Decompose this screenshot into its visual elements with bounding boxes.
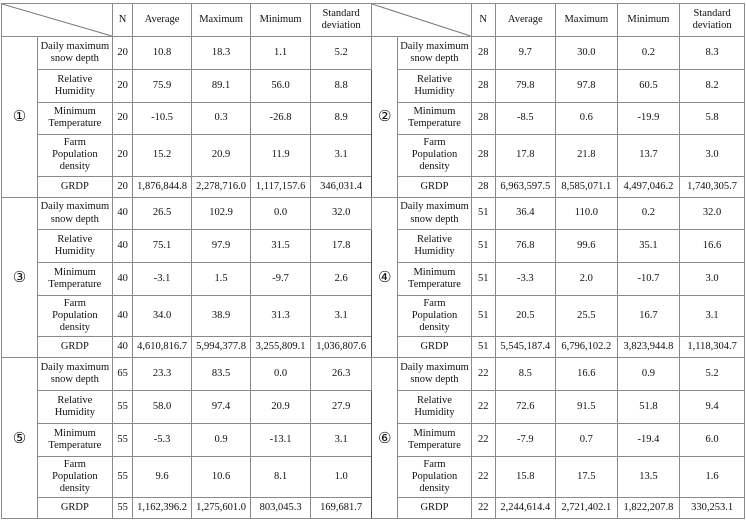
header-maximum: Maximum [191, 4, 251, 37]
header-standard-deviation [310, 4, 372, 37]
minimum-cell: 803,045.3 [251, 497, 311, 518]
variable-label-line1: Daily maximum [400, 362, 469, 374]
table-row [2, 197, 745, 230]
n-cell: 22 [471, 456, 495, 497]
maximum-cell: 8,585,071.1 [556, 176, 618, 197]
table-row [2, 358, 745, 391]
variable-label-cell [37, 423, 112, 456]
group-marker-left: ③ [2, 197, 38, 358]
variable-label-line2: Temperature [408, 118, 461, 130]
minimum-cell: -19.9 [617, 102, 680, 135]
variable-label-line2: Temperature [408, 439, 461, 451]
maximum-cell: 0.6 [556, 102, 618, 135]
n-cell: 55 [112, 423, 133, 456]
average-cell: 4,610,816.7 [133, 337, 191, 358]
average-cell: -10.5 [133, 102, 191, 135]
n-cell: 65 [112, 358, 133, 391]
variable-label-line2: snow depth [50, 213, 99, 225]
variable-label-cell [37, 197, 112, 230]
variable-label-line1: GRDP [60, 501, 89, 513]
variable-label-cell [37, 337, 112, 358]
maximum-cell: 2,721,402.1 [556, 497, 618, 518]
maximum-cell: 20.9 [191, 135, 251, 176]
std-cell: 5.2 [680, 358, 745, 391]
header-std-line2: deviation [692, 20, 732, 31]
variable-label-cell [398, 263, 472, 296]
diagonal-corner-cell [372, 4, 472, 37]
n-cell: 22 [471, 497, 495, 518]
maximum-cell: 97.9 [191, 230, 251, 263]
variable-label-cell [37, 69, 112, 102]
variable-label-line2: density [59, 161, 91, 173]
variable-label-line1: Daily maximum [40, 201, 110, 213]
maximum-cell: 110.0 [556, 197, 618, 230]
average-cell: 76.8 [495, 230, 556, 263]
variable-label-cell [398, 337, 472, 358]
n-cell: 55 [112, 497, 133, 518]
n-cell: 40 [112, 230, 133, 263]
variable-label-cell [398, 358, 472, 391]
variable-label-cell [398, 230, 472, 263]
header-row [2, 4, 745, 37]
variable-label-line1: Farm Population [52, 297, 98, 321]
maximum-cell: 38.9 [191, 295, 251, 336]
n-cell: 20 [112, 69, 133, 102]
average-cell: -5.3 [133, 423, 191, 456]
header-maximum: Maximum [556, 4, 618, 37]
n-cell: 40 [112, 197, 133, 230]
variable-label-cell [37, 135, 112, 176]
std-cell: 16.6 [680, 230, 745, 263]
std-cell: 8.3 [680, 37, 745, 70]
std-cell: 346,031.4 [310, 176, 372, 197]
std-cell: 27.9 [310, 391, 372, 424]
variable-label-line2: Temperature [408, 279, 461, 290]
maximum-cell: 2,278,716.0 [191, 176, 251, 197]
diagonal-line [372, 4, 471, 36]
average-cell: 2,244,614.4 [495, 497, 556, 518]
minimum-cell: 0.0 [251, 197, 311, 230]
variable-label-line2: density [419, 161, 450, 173]
variable-label-line1: Relative [57, 234, 93, 246]
maximum-cell: 89.1 [191, 69, 251, 102]
variable-label-line2: snow depth [50, 374, 99, 386]
minimum-cell: 0.0 [251, 358, 311, 391]
variable-label-cell [37, 176, 112, 197]
variable-label-line1: Daily maximum [40, 362, 110, 374]
variable-label-cell [37, 358, 112, 391]
header-std-line1: Standard [322, 7, 360, 19]
variable-label-line1: Minimum [413, 266, 456, 278]
std-cell: 9.4 [680, 391, 745, 424]
n-cell: 51 [471, 295, 495, 336]
variable-label-line1: Daily maximum [400, 201, 469, 213]
n-cell: 28 [471, 102, 495, 135]
minimum-cell: 0.9 [617, 358, 680, 391]
variable-label-cell [398, 37, 472, 70]
variable-label-line1: Farm Population [411, 137, 458, 161]
minimum-cell: -19.4 [617, 423, 680, 456]
variable-label-line2: Temperature [48, 279, 102, 290]
n-cell: 20 [112, 135, 133, 176]
variable-label-line1: Minimum [53, 106, 96, 118]
std-cell: 1.6 [680, 456, 745, 497]
average-cell: -7.9 [495, 423, 556, 456]
n-cell: 20 [112, 102, 133, 135]
average-cell: 1,162,396.2 [133, 497, 191, 518]
variable-label-line2: Humidity [54, 406, 95, 418]
average-cell: 6,963,597.5 [495, 176, 556, 197]
header-minimum: Minimum [251, 4, 311, 37]
table-row [2, 37, 745, 70]
maximum-cell: 17.5 [556, 456, 618, 497]
header-std-line2: deviation [321, 20, 361, 31]
minimum-cell: 35.1 [617, 230, 680, 263]
minimum-cell: 3,255,809.1 [251, 337, 311, 358]
average-cell: 9.6 [133, 456, 191, 497]
std-cell: 5.8 [680, 102, 745, 135]
n-cell: 51 [471, 337, 495, 358]
n-cell: 22 [471, 358, 495, 391]
variable-label-line2: density [59, 482, 91, 494]
minimum-cell: 13.5 [617, 456, 680, 497]
variable-label-cell [398, 176, 472, 197]
std-cell: 1.0 [310, 456, 372, 497]
std-cell: 3.0 [680, 263, 745, 296]
variable-label-line1: Farm Population [411, 297, 458, 321]
n-cell: 22 [471, 391, 495, 424]
std-cell: 1,118,304.7 [680, 337, 745, 358]
maximum-cell: 21.8 [556, 135, 618, 176]
minimum-cell: 1.1 [251, 37, 311, 70]
minimum-cell: 8.1 [251, 456, 311, 497]
n-cell: 28 [471, 37, 495, 70]
std-cell: 17.8 [310, 230, 372, 263]
group-marker-right: ④ [372, 197, 398, 358]
variable-label-line2: Humidity [414, 85, 455, 97]
minimum-cell: 16.7 [617, 295, 680, 336]
minimum-cell: 0.2 [617, 197, 680, 230]
maximum-cell: 0.7 [556, 423, 618, 456]
variable-label-line1: Minimum [53, 266, 96, 278]
average-cell: 58.0 [133, 391, 191, 424]
n-cell: 28 [471, 135, 495, 176]
minimum-cell: -26.8 [251, 102, 311, 135]
minimum-cell: 0.2 [617, 37, 680, 70]
variable-label-line1: Daily maximum [400, 40, 469, 52]
n-cell: 40 [112, 337, 133, 358]
variable-label-cell [398, 102, 472, 135]
minimum-cell: -10.7 [617, 263, 680, 296]
variable-label-line2: density [419, 322, 450, 334]
maximum-cell: 97.4 [191, 391, 251, 424]
group-marker-right: ② [372, 37, 398, 198]
variable-label-line1: Daily maximum [40, 40, 110, 52]
average-cell: -3.3 [495, 263, 556, 296]
average-cell: 15.8 [495, 456, 556, 497]
average-cell: 72.6 [495, 391, 556, 424]
variable-label-line2: density [419, 482, 450, 494]
n-cell: 20 [112, 37, 133, 70]
std-cell: 8.8 [310, 69, 372, 102]
group-marker-right: ⑥ [372, 358, 398, 519]
average-cell: 17.8 [495, 135, 556, 176]
minimum-cell: 11.9 [251, 135, 311, 176]
maximum-cell: 30.0 [556, 37, 618, 70]
variable-label-cell [37, 37, 112, 70]
minimum-cell: 13.7 [617, 135, 680, 176]
header-std-line1: Standard [693, 7, 731, 19]
variable-label-line1: Relative [57, 394, 93, 406]
minimum-cell: 31.5 [251, 230, 311, 263]
average-cell: 1,876,844.8 [133, 176, 191, 197]
n-cell: 55 [112, 456, 133, 497]
maximum-cell: 2.0 [556, 263, 618, 296]
std-cell: 3.1 [310, 423, 372, 456]
maximum-cell: 25.5 [556, 295, 618, 336]
n-cell: 51 [471, 263, 495, 296]
maximum-cell: 1,275,601.0 [191, 497, 251, 518]
minimum-cell: 60.5 [617, 69, 680, 102]
variable-label-line1: GRDP [420, 180, 449, 192]
variable-label-line1: Relative [416, 73, 452, 85]
std-cell: 3.1 [680, 295, 745, 336]
minimum-cell: 4,497,046.2 [617, 176, 680, 197]
std-cell: 5.2 [310, 37, 372, 70]
variable-label-line2: snow depth [410, 213, 459, 225]
diagonal-corner-cell [2, 4, 113, 37]
variable-label-cell [37, 295, 112, 336]
std-cell: 1,036,807.6 [310, 337, 372, 358]
std-cell: 32.0 [680, 197, 745, 230]
average-cell: 15.2 [133, 135, 191, 176]
n-cell: 51 [471, 197, 495, 230]
variable-label-cell [37, 391, 112, 424]
statistics-table [1, 3, 745, 519]
minimum-cell: 51.8 [617, 391, 680, 424]
std-cell: 3.1 [310, 135, 372, 176]
n-cell: 28 [471, 69, 495, 102]
average-cell: 26.5 [133, 197, 191, 230]
variable-label-line1: GRDP [60, 180, 89, 192]
maximum-cell: 102.9 [191, 197, 251, 230]
std-cell: 2.6 [310, 263, 372, 296]
maximum-cell: 16.6 [556, 358, 618, 391]
variable-label-line1: Relative [416, 394, 452, 406]
minimum-cell: 56.0 [251, 69, 311, 102]
std-cell: 330,253.1 [680, 497, 745, 518]
minimum-cell: 3,823,944.8 [617, 337, 680, 358]
variable-label-cell [398, 197, 472, 230]
maximum-cell: 6,796,102.2 [556, 337, 618, 358]
variable-label-line2: Humidity [54, 246, 95, 258]
maximum-cell: 97.8 [556, 69, 618, 102]
maximum-cell: 1.5 [191, 263, 251, 296]
variable-label-cell [398, 69, 472, 102]
average-cell: 79.8 [495, 69, 556, 102]
variable-label-line1: Minimum [53, 427, 96, 439]
minimum-cell: 1,117,157.6 [251, 176, 311, 197]
std-cell: 3.0 [680, 135, 745, 176]
minimum-cell: 1,822,207.8 [617, 497, 680, 518]
maximum-cell: 5,994,377.8 [191, 337, 251, 358]
minimum-cell: -13.1 [251, 423, 311, 456]
variable-label-line2: snow depth [410, 52, 459, 64]
variable-label-line1: GRDP [60, 341, 89, 353]
minimum-cell: 20.9 [251, 391, 311, 424]
n-cell: 40 [112, 295, 133, 336]
variable-label-cell [37, 230, 112, 263]
std-cell: 6.0 [680, 423, 745, 456]
variable-label-line2: snow depth [50, 52, 99, 64]
variable-label-line2: Humidity [54, 85, 95, 97]
group-marker-left: ⑤ [2, 358, 38, 519]
maximum-cell: 91.5 [556, 391, 618, 424]
header-n: N [112, 4, 133, 37]
average-cell: 23.3 [133, 358, 191, 391]
std-cell: 26.3 [310, 358, 372, 391]
variable-label-line2: Humidity [414, 246, 455, 258]
average-cell: -8.5 [495, 102, 556, 135]
variable-label-cell [37, 263, 112, 296]
maximum-cell: 0.3 [191, 102, 251, 135]
variable-label-cell [37, 497, 112, 518]
average-cell: 75.1 [133, 230, 191, 263]
header-minimum: Minimum [617, 4, 680, 37]
average-cell: 75.9 [133, 69, 191, 102]
average-cell: 9.7 [495, 37, 556, 70]
std-cell: 3.1 [310, 295, 372, 336]
variable-label-cell [398, 456, 472, 497]
variable-label-line1: Farm Population [411, 458, 458, 482]
std-cell: 169,681.7 [310, 497, 372, 518]
minimum-cell: 31.3 [251, 295, 311, 336]
variable-label-cell [398, 295, 472, 336]
variable-label-line1: GRDP [420, 501, 449, 513]
n-cell: 51 [471, 230, 495, 263]
n-cell: 22 [471, 423, 495, 456]
n-cell: 40 [112, 263, 133, 296]
n-cell: 28 [471, 176, 495, 197]
minimum-cell: -9.7 [251, 263, 311, 296]
variable-label-line1: Relative [57, 73, 93, 85]
maximum-cell: 10.6 [191, 456, 251, 497]
variable-label-cell [398, 391, 472, 424]
std-cell: 1,740,305.7 [680, 176, 745, 197]
average-cell: 8.5 [495, 358, 556, 391]
header-n: N [471, 4, 495, 37]
header-average: Average [495, 4, 556, 37]
maximum-cell: 18.3 [191, 37, 251, 70]
header-average: Average [133, 4, 191, 37]
average-cell: 20.5 [495, 295, 556, 336]
variable-label-line1: Farm Population [52, 137, 98, 161]
n-cell: 55 [112, 391, 133, 424]
average-cell: 5,545,187.4 [495, 337, 556, 358]
average-cell: 10.8 [133, 37, 191, 70]
variable-label-line2: density [59, 322, 91, 334]
variable-label-line2: snow depth [410, 374, 459, 386]
variable-label-line1: GRDP [420, 341, 449, 353]
variable-label-cell [398, 497, 472, 518]
variable-label-line1: Relative [416, 234, 452, 246]
variable-label-cell [37, 456, 112, 497]
std-cell: 32.0 [310, 197, 372, 230]
std-cell: 8.9 [310, 102, 372, 135]
variable-label-line2: Temperature [48, 118, 102, 130]
variable-label-cell [37, 102, 112, 135]
group-marker-left: ① [2, 37, 38, 198]
variable-label-line1: Minimum [413, 106, 456, 118]
diagonal-line [2, 4, 112, 36]
average-cell: 36.4 [495, 197, 556, 230]
average-cell: -3.1 [133, 263, 191, 296]
maximum-cell: 99.6 [556, 230, 618, 263]
variable-label-line2: Temperature [48, 439, 102, 451]
variable-label-line2: Humidity [414, 406, 455, 418]
maximum-cell: 0.9 [191, 423, 251, 456]
std-cell: 8.2 [680, 69, 745, 102]
variable-label-line1: Minimum [413, 427, 456, 439]
table-body [2, 37, 745, 519]
average-cell: 34.0 [133, 295, 191, 336]
variable-label-cell [398, 135, 472, 176]
n-cell: 20 [112, 176, 133, 197]
maximum-cell: 83.5 [191, 358, 251, 391]
variable-label-cell [398, 423, 472, 456]
header-standard-deviation [680, 4, 745, 37]
variable-label-line1: Farm Population [52, 458, 98, 482]
